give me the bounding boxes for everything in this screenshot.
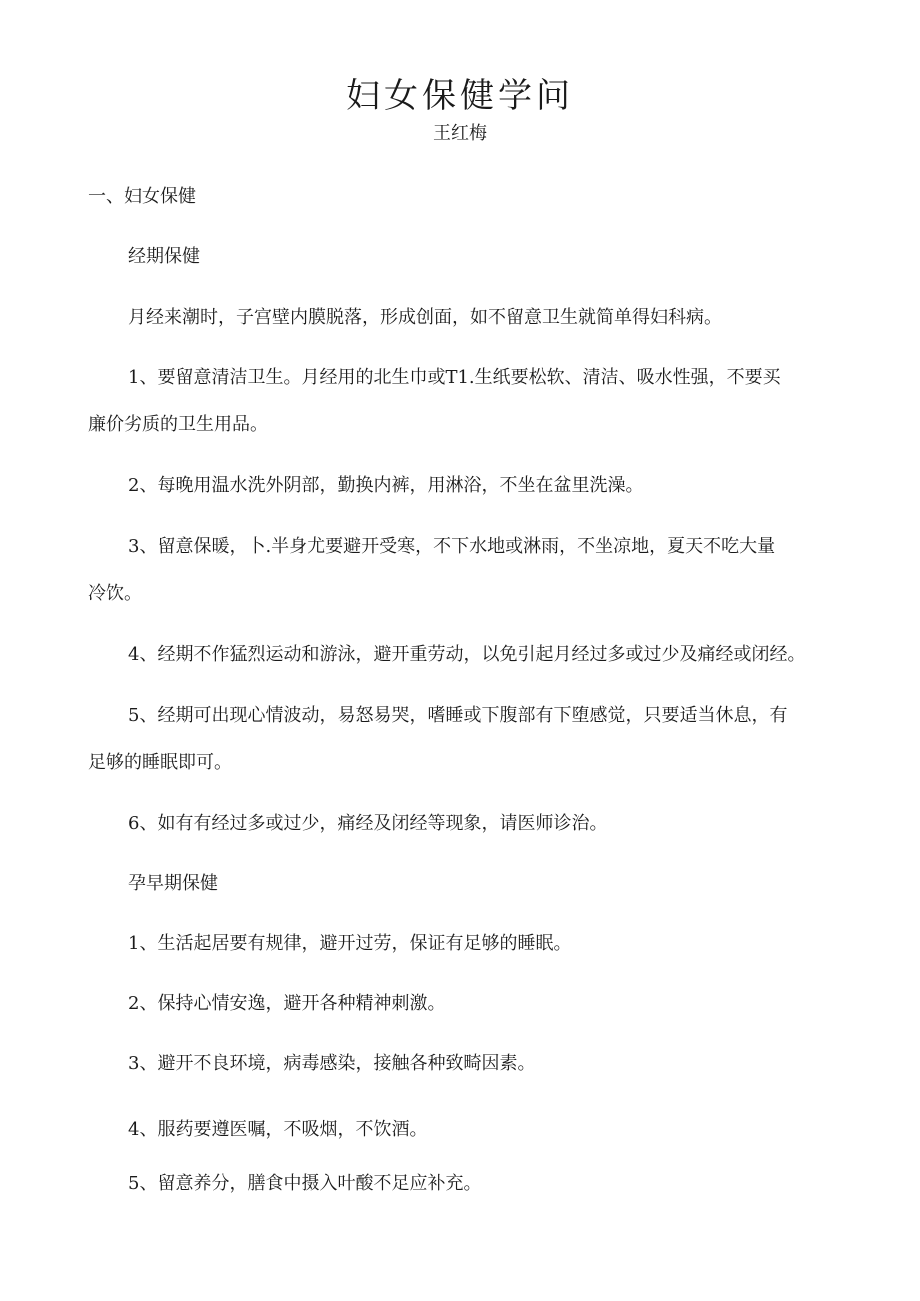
document-title: 妇女保健学问 — [346, 76, 574, 116]
menstrual-item-2: 2、每晚用温水洗外阴部，勤换内裤，用淋浴，不坐在盆里洗澡。 — [128, 475, 644, 496]
menstrual-item-1-line2: 廉价劣质的卫生用品。 — [88, 414, 268, 435]
menstrual-item-5-line2: 足够的睡眠即可。 — [88, 752, 232, 773]
menstrual-item-1-line1: 1、要留意清洁卫生。月经用的北生巾或T1.生纸要松软、清洁、吸水性强，不要买 — [128, 367, 781, 388]
menstrual-item-3-line2: 冷饮。 — [88, 583, 142, 604]
subsection-heading-pregnancy: 孕早期保健 — [128, 873, 218, 894]
pregnancy-item-1: 1、生活起居要有规律，避开过劳，保证有足够的睡眠。 — [128, 933, 572, 954]
menstrual-item-3-line1: 3、留意保暖，卜.半身尤要避开受寒，不下水地或淋雨，不坐凉地，夏天不吃大量 — [128, 536, 776, 557]
pregnancy-item-3: 3、避开不良环境，病毒感染，接触各种致畸因素。 — [128, 1053, 536, 1074]
section-heading: 一、妇女保健 — [88, 186, 196, 207]
pregnancy-item-5: 5、留意养分，膳食中摄入叶酸不足应补充。 — [128, 1173, 482, 1194]
menstrual-item-6: 6、如有有经过多或过少，痛经及闭经等现象，请医师诊治。 — [128, 813, 608, 834]
subsection-heading-menstrual: 经期保健 — [128, 246, 200, 267]
menstrual-intro: 月经来潮时，子宫壁内膜脱落，形成创面，如不留意卫生就简单得妇科病。 — [128, 307, 722, 328]
document-author: 王红梅 — [433, 123, 487, 144]
menstrual-item-5-line1: 5、经期可出现心情波动，易怒易哭，嗜睡或下腹部有下堕感觉，只要适当休息，有 — [128, 705, 788, 726]
menstrual-item-4: 4、经期不作猛烈运动和游泳，避开重劳动，以免引起月经过多或过少及痛经或闭经。 — [128, 644, 806, 665]
pregnancy-item-4: 4、服药要遵医嘱，不吸烟，不饮酒。 — [128, 1119, 428, 1140]
pregnancy-item-2: 2、保持心情安逸，避开各种精神刺激。 — [128, 993, 446, 1014]
